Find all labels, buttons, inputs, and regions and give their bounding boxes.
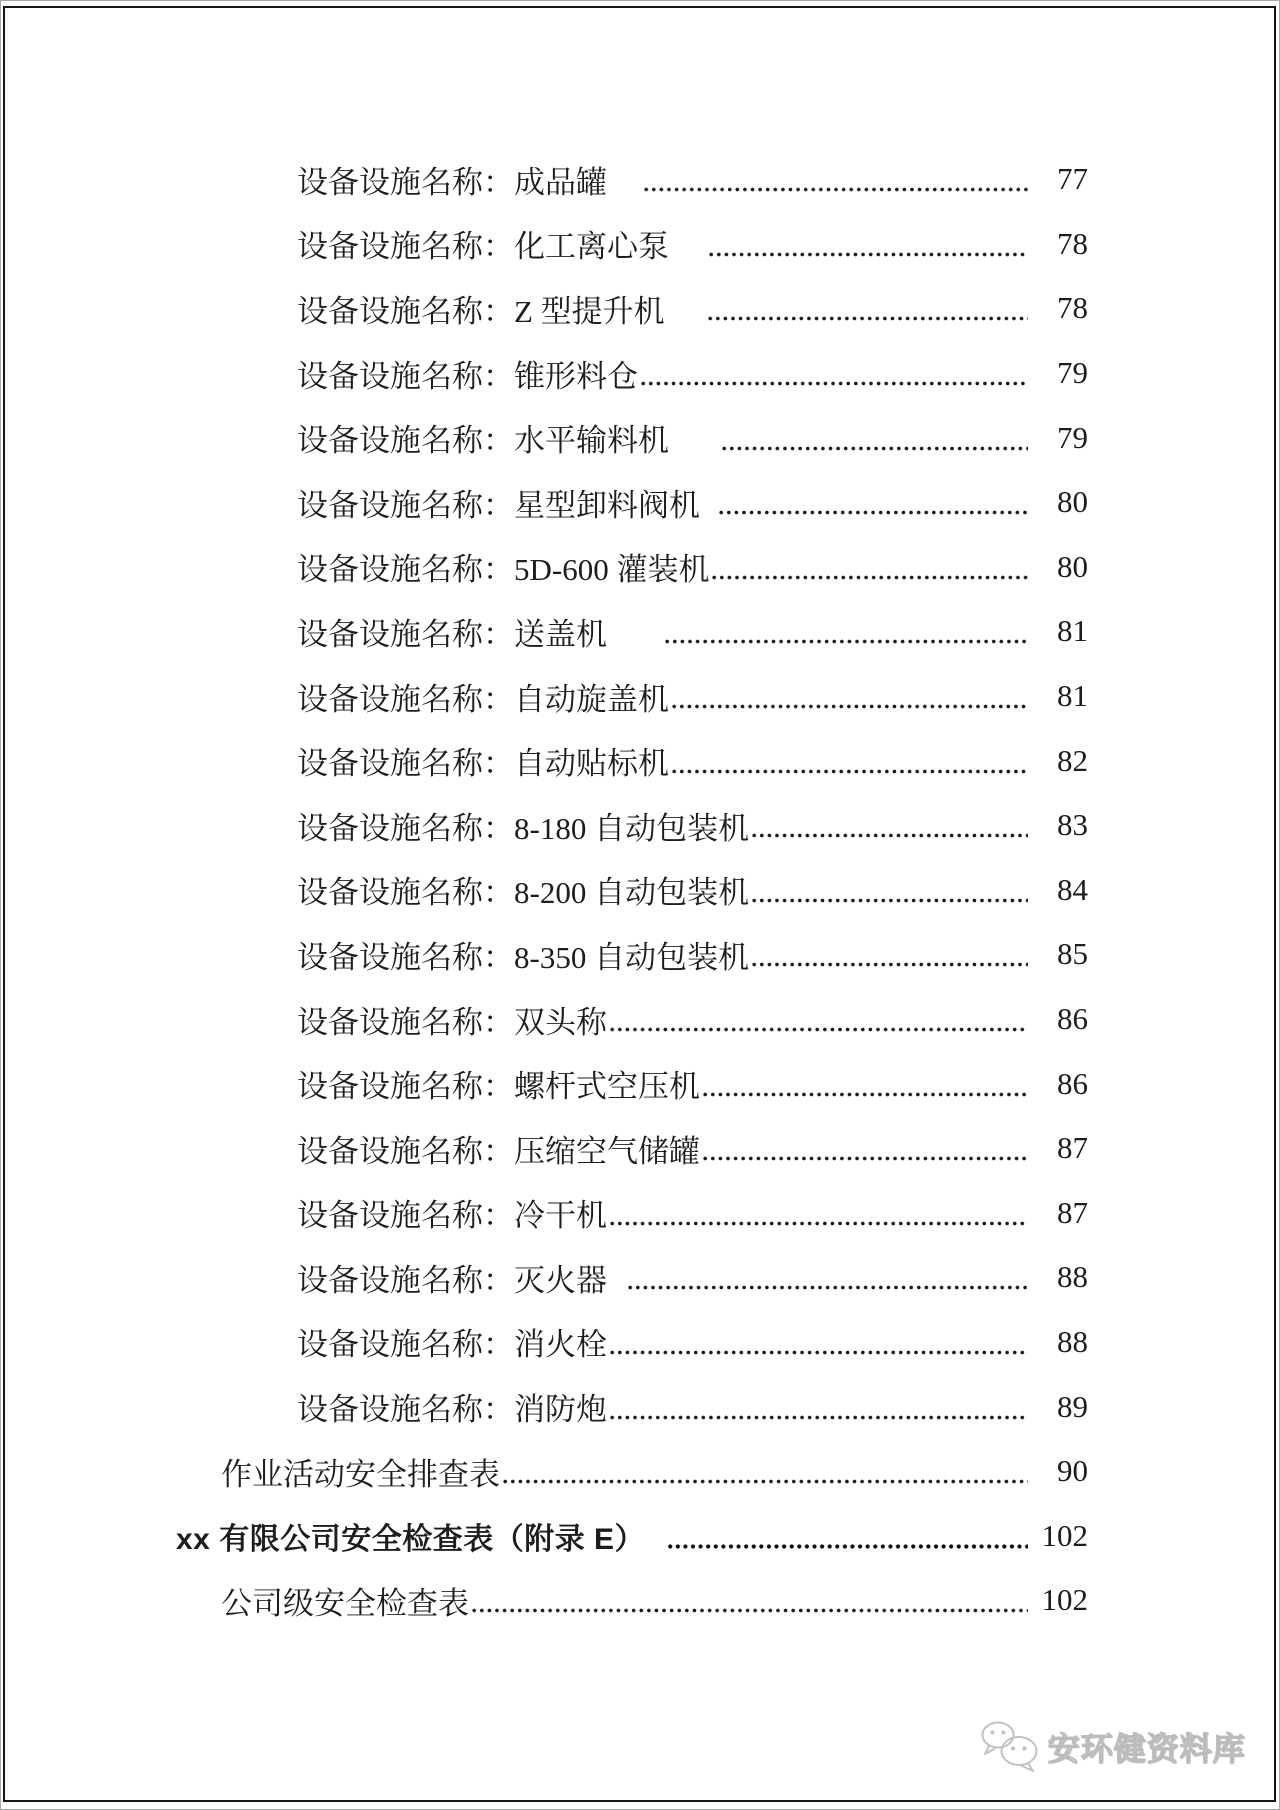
toc-entry[interactable]: [0, 1051, 1088, 1116]
toc-entry-page-number: 90: [1057, 1453, 1088, 1489]
dot-leader-icon: [671, 704, 1028, 709]
dot-leader-icon: [718, 510, 1028, 515]
toc-entry-label: 设备设施名称：Z 型提升机: [297, 293, 665, 329]
toc-entry-label: 设备设施名称：成品罐: [297, 164, 607, 200]
toc-entry-label: xx 有限公司安全检查表（附录 E）: [176, 1522, 646, 1556]
toc-entry[interactable]: [0, 599, 1088, 664]
toc-entry[interactable]: [0, 922, 1088, 987]
dot-leader-icon: [702, 1092, 1028, 1097]
dot-leader-icon: [711, 575, 1028, 580]
toc-entry-page-number: 102: [1041, 1582, 1088, 1618]
toc-entry[interactable]: [0, 470, 1088, 535]
toc-entry-label: 设备设施名称：5D-600 灌装机: [297, 552, 710, 588]
watermark-text: 安环健资料库: [1048, 1731, 1247, 1767]
dot-leader-icon: [609, 1027, 1028, 1032]
watermark: [978, 1720, 1246, 1774]
toc-entry-page-number: 84: [1057, 871, 1088, 907]
dot-leader-icon: [708, 252, 1028, 257]
toc-entry[interactable]: [0, 987, 1088, 1052]
dot-leader-icon: [751, 962, 1028, 967]
dot-leader-icon: [671, 769, 1028, 774]
toc-entry-label: 设备设施名称：送盖机: [297, 616, 607, 652]
toc-entry-page-number: 80: [1057, 484, 1088, 520]
toc-entry-page-number: 102: [1041, 1517, 1088, 1553]
toc-entry-page-number: 86: [1057, 1001, 1088, 1037]
dot-leader-icon: [664, 639, 1028, 644]
toc-entry-page-number: 82: [1057, 742, 1088, 778]
toc-entry[interactable]: [0, 341, 1088, 406]
toc-entry-label: 公司级安全检查表: [221, 1585, 469, 1621]
toc-entry[interactable]: [0, 1116, 1088, 1181]
toc-entry[interactable]: [0, 147, 1088, 212]
toc-entry[interactable]: [0, 405, 1088, 470]
toc-entry-page-number: 89: [1057, 1388, 1088, 1424]
toc-entry-label: 设备设施名称：水平输料机: [297, 423, 669, 459]
toc-entry-page-number: 78: [1057, 290, 1088, 326]
dot-leader-icon: [667, 1544, 1028, 1549]
toc-entry-page-number: 87: [1057, 1130, 1088, 1166]
toc-entry-label: 设备设施名称：冷干机: [297, 1198, 607, 1234]
toc-entry-label: 设备设施名称：自动贴标机: [297, 746, 669, 782]
toc-entry-label: 设备设施名称：压缩空气储罐: [297, 1133, 700, 1169]
toc-entry-label: 设备设施名称：消防炮: [297, 1392, 607, 1428]
toc-entry-page-number: 79: [1057, 419, 1088, 455]
toc-entry[interactable]: [0, 212, 1088, 277]
dot-leader-icon: [751, 898, 1028, 903]
toc-entry-label: 设备设施名称：消火栓: [297, 1327, 607, 1363]
toc-entry-page-number: 81: [1057, 613, 1088, 649]
dot-leader-icon: [721, 446, 1028, 451]
toc-entry[interactable]: [0, 276, 1088, 341]
toc-entry-page-number: 78: [1057, 225, 1088, 261]
dot-leader-icon: [471, 1608, 1028, 1613]
dot-leader-icon: [609, 1350, 1028, 1355]
dot-leader-icon: [627, 1285, 1028, 1290]
toc-entry[interactable]: [0, 793, 1088, 858]
toc-entry[interactable]: [0, 1568, 1088, 1633]
toc-list: [0, 147, 1088, 1633]
toc-entry-page-number: 85: [1057, 936, 1088, 972]
toc-entry-page-number: 80: [1057, 548, 1088, 584]
toc-entry-label: 设备设施名称：8-180 自动包装机: [297, 810, 750, 846]
toc-entry-label: 设备设施名称：8-200 自动包装机: [297, 875, 750, 911]
toc-entry-page-number: 83: [1057, 807, 1088, 843]
toc-entry-page-number: 88: [1057, 1323, 1088, 1359]
toc-entry[interactable]: [0, 1181, 1088, 1246]
toc-entry-label: 设备设施名称：锥形料仓: [297, 358, 638, 394]
toc-entry[interactable]: [0, 1245, 1088, 1310]
toc-entry-page-number: 87: [1057, 1194, 1088, 1230]
dot-leader-icon: [640, 381, 1028, 386]
toc-entry-label: 设备设施名称：星型卸料阀机: [297, 487, 700, 523]
toc-entry-label: 设备设施名称：灭火器: [297, 1262, 607, 1298]
toc-entry-label: 设备设施名称：螺杆式空压机: [297, 1069, 700, 1105]
toc-entry-page-number: 86: [1057, 1065, 1088, 1101]
toc-entry[interactable]: [0, 1503, 1088, 1568]
toc-entry-label: 设备设施名称：双头称: [297, 1004, 607, 1040]
toc-entry[interactable]: [0, 1439, 1088, 1504]
toc-entry[interactable]: [0, 858, 1088, 923]
toc-entry-page-number: 88: [1057, 1259, 1088, 1295]
toc-entry[interactable]: [0, 728, 1088, 793]
toc-entry-label: 设备设施名称：8-350 自动包装机: [297, 939, 750, 975]
toc-entry-page-number: 77: [1057, 161, 1088, 197]
dot-leader-icon: [502, 1479, 1028, 1484]
toc-entry[interactable]: [0, 1310, 1088, 1375]
dot-leader-icon: [707, 316, 1028, 321]
chat-bubbles-icon: [978, 1720, 1042, 1774]
toc-entry-label: 作业活动安全排查表: [221, 1456, 500, 1492]
dot-leader-icon: [643, 187, 1028, 192]
toc-entry[interactable]: [0, 535, 1088, 600]
dot-leader-icon: [751, 833, 1028, 838]
toc-entry[interactable]: [0, 1374, 1088, 1439]
toc-entry-page-number: 79: [1057, 355, 1088, 391]
dot-leader-icon: [609, 1415, 1028, 1420]
toc-entry-page-number: 81: [1057, 678, 1088, 714]
toc-entry-label: 设备设施名称：自动旋盖机: [297, 681, 669, 717]
dot-leader-icon: [702, 1156, 1028, 1161]
dot-leader-icon: [609, 1221, 1028, 1226]
toc-entry[interactable]: [0, 664, 1088, 729]
toc-entry-label: 设备设施名称：化工离心泵: [297, 229, 669, 265]
